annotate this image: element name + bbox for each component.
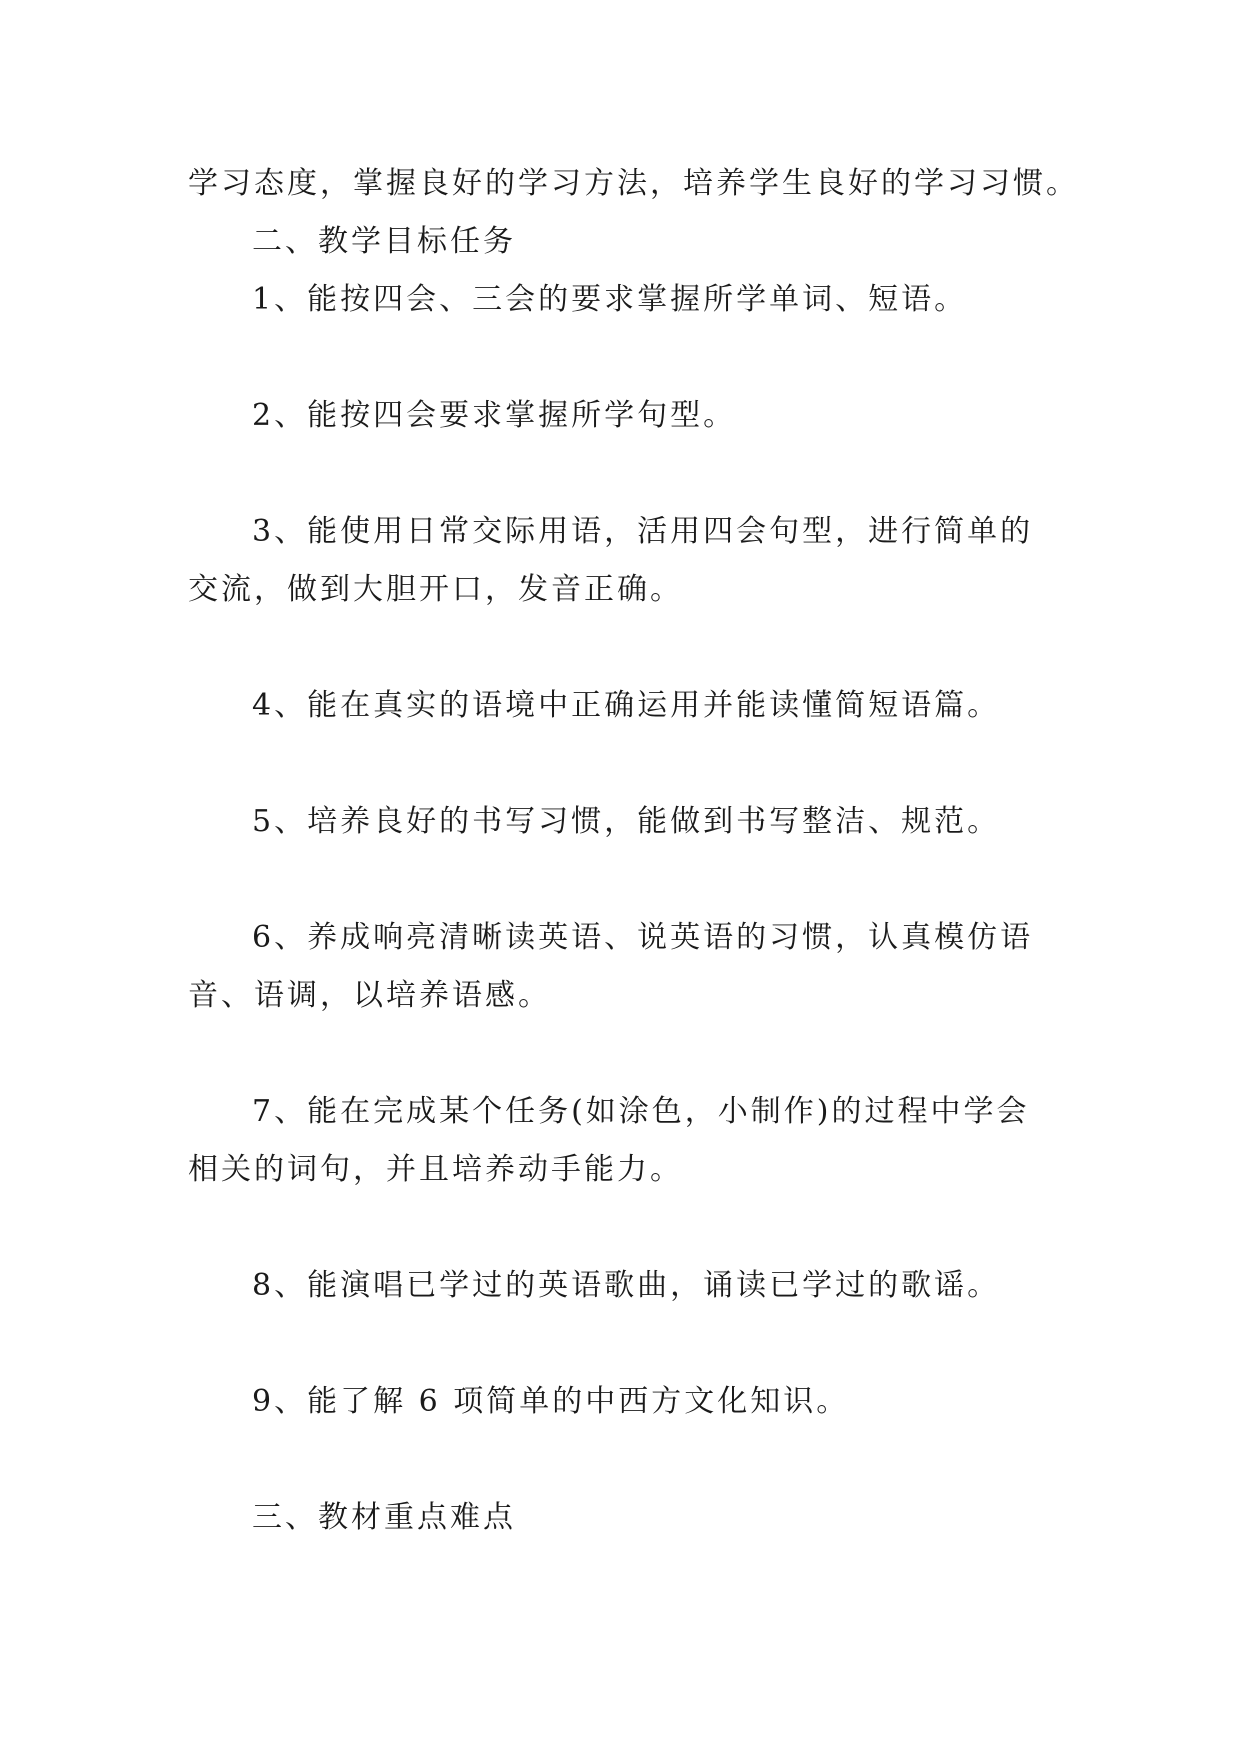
section-heading-goals: 二、教学目标任务 xyxy=(252,224,516,259)
paragraph-continuation: 学习态度，掌握良好的学习方法，培养学生良好的学习习惯。 xyxy=(188,166,1079,201)
section-heading-key-points: 三、教材重点难点 xyxy=(252,1500,516,1535)
goal-item-7: 7、能在完成某个任务(如涂色，小制作)的过程中学会 xyxy=(252,1094,1030,1129)
goal-item-6-continuation: 音、语调，以培养语感。 xyxy=(188,978,551,1013)
goal-item-8: 8、能演唱已学过的英语歌曲，诵读已学过的歌谣。 xyxy=(252,1268,1001,1303)
goal-item-1: 1、能按四会、三会的要求掌握所学单词、短语。 xyxy=(252,282,968,317)
goal-item-4: 4、能在真实的语境中正确运用并能读懂简短语篇。 xyxy=(252,688,1001,723)
goal-item-3: 3、能使用日常交际用语，活用四会句型，进行简单的 xyxy=(252,514,1034,549)
goal-item-6: 6、养成响亮清晰读英语、说英语的习惯，认真模仿语 xyxy=(252,920,1034,955)
goal-item-9: 9、能了解 6 项简单的中西方文化知识。 xyxy=(252,1384,850,1419)
goal-item-7-continuation: 相关的词句，并且培养动手能力。 xyxy=(188,1152,683,1187)
goal-item-3-continuation: 交流，做到大胆开口，发音正确。 xyxy=(188,572,683,607)
goal-item-5: 5、培养良好的书写习惯，能做到书写整洁、规范。 xyxy=(252,804,1001,839)
goal-item-2: 2、能按四会要求掌握所学句型。 xyxy=(252,398,737,433)
